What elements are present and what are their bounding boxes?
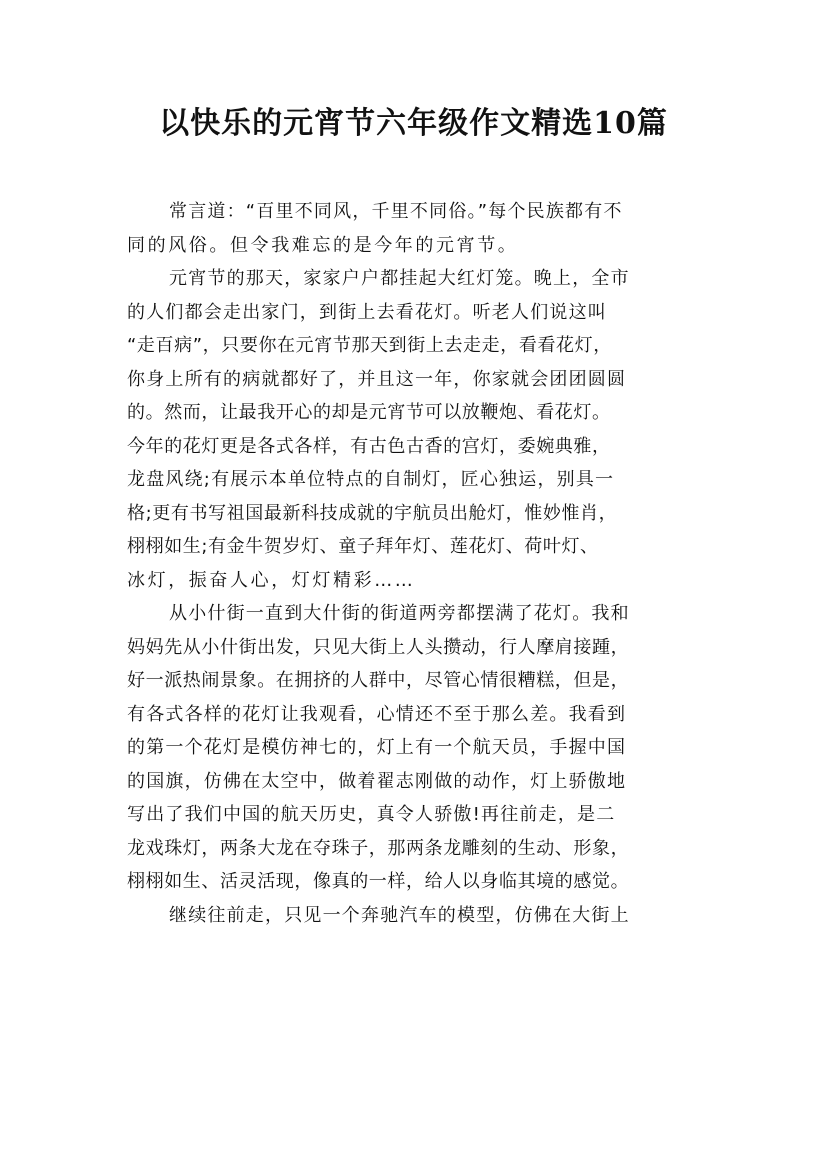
paragraph-line: 妈妈先从小什街出发，只见大街上人头攒动，行人摩肩接踵， — [127, 636, 630, 658]
paragraph-line: 元宵节的那天，家家户户都挂起大红灯笼。晚上，全市 — [169, 268, 630, 289]
paragraph-line: 有各式各样的花灯让我观看，心情还不至于那么差。我看到 — [127, 703, 627, 725]
paragraph-line: 龙盘风绕;有展示本单位特点的自制灯，匠心独运，别具一 — [127, 469, 615, 490]
document-body — [127, 195, 713, 932]
paragraph-line: 的国旗，仿佛在太空中，做着翟志刚做的动作，灯上骄傲地 — [127, 770, 627, 792]
paragraph-line: 龙戏珠灯，两条大龙在夺珠子，那两条龙雕刻的生动、形象， — [127, 837, 630, 859]
paragraph-line: 写出了我们中国的航天历史，真令人骄傲!再往前走，是二 — [127, 804, 616, 825]
paragraph-line: 的。然而，让最我开心的却是元宵节可以放鞭炮、看花灯。 — [127, 402, 611, 423]
document-title: 以快乐的元宵节六年级作文精选10篇 — [159, 106, 668, 141]
paragraph-line: 继续往前走，只见一个奔驰汽车的模型，仿佛在大街上 — [169, 904, 630, 926]
paragraph-line: 同的风俗。但令我难忘的是今年的元宵节。 — [127, 234, 519, 256]
paragraph-line: “走百病”，只要你在元宵节那天到街上去走走，看看花灯， — [127, 335, 612, 356]
paragraph-line: 冰灯，振奋人心，灯灯精彩…… — [127, 569, 416, 591]
paragraph-line: 格;更有书写祖国最新科技成就的宇航员出舱灯，惟妙惟肖， — [127, 502, 618, 524]
paragraph-line: 好一派热闹景象。在拥挤的人群中，尽管心情很糟糕，但是， — [127, 670, 630, 691]
paragraph-line: 你身上所有的病就都好了，并且这一年，你家就会团团圆圆 — [127, 368, 627, 390]
paragraph-line: 从小什街一直到大什街的街道两旁都摆满了花灯。我和 — [169, 603, 630, 624]
paragraph-line: 的人们都会走出家门，到街上去看花灯。听老人们说这叫 — [127, 301, 607, 323]
paragraph-line: 的第一个花灯是模仿神七的，灯上有一个航天员，手握中国 — [127, 737, 627, 758]
paragraph-line: 栩栩如生;有金牛贺岁灯、童子拜年灯、莲花灯、荷叶灯、 — [127, 536, 599, 557]
paragraph-line: 栩栩如生、活灵活现，像真的一样，给人以身临其境的感觉。 — [127, 871, 630, 892]
paragraph-line: 常言道：“百里不同风，千里不同俗。”每个民族都有不 — [169, 201, 623, 222]
paragraph-line: 今年的花灯更是各式各样，有古色古香的宫灯，委婉典雅， — [127, 435, 611, 457]
